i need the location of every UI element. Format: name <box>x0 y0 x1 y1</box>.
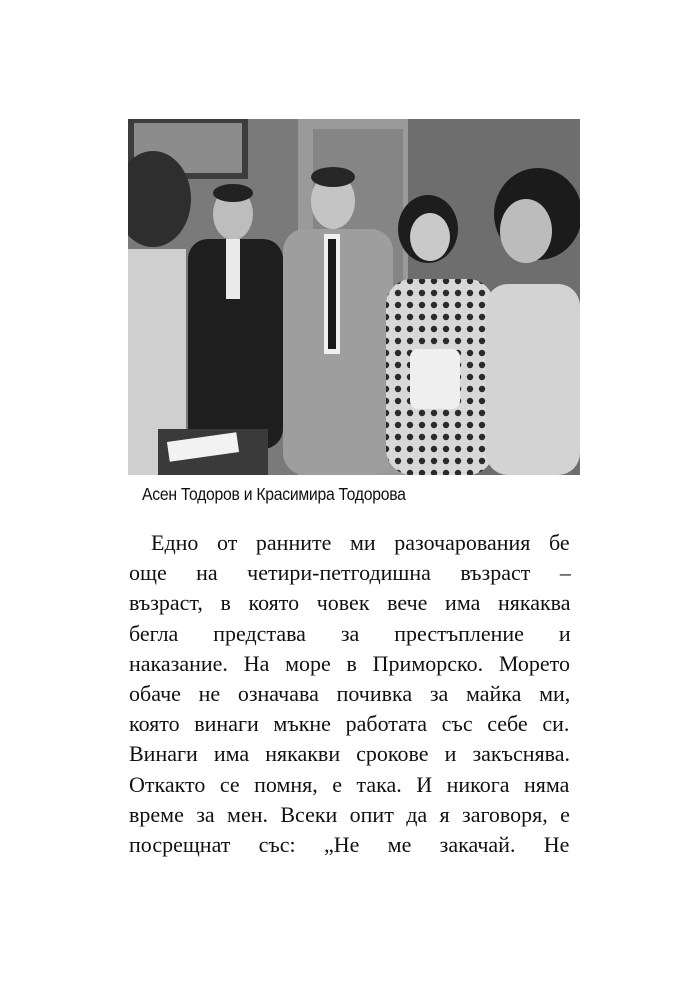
text-line: Винаги има някакви срокове и закъснява. <box>129 741 570 767</box>
body-paragraph <box>129 528 570 860</box>
photograph <box>128 119 580 475</box>
text-line: Едно от ранните ми разочарования бе <box>151 530 570 555</box>
text-line: бегла представа за престъпление и <box>129 620 571 646</box>
text-line: наказание. На море в Приморско. Морето <box>129 650 570 676</box>
text-line: Откакто се помня, е така. И никога няма <box>129 771 570 797</box>
text-line: възраст, в която човек вече има някаква <box>129 590 571 616</box>
text-line: обаче не означава почивка за майка ми, <box>129 680 571 706</box>
text-line: още на четири-петгодишна възраст – <box>129 560 571 586</box>
text-line: време за мен. Всеки опит да я заговоря, е <box>129 801 570 827</box>
photo-illustration <box>128 119 580 475</box>
photo-caption: Асен Тодоров и Красимира Тодорова <box>142 484 406 504</box>
text-line: която винаги мъкне работата със себе си. <box>129 711 570 737</box>
text-line: посрещнат със: „Не ме закачай. Не <box>129 831 570 857</box>
